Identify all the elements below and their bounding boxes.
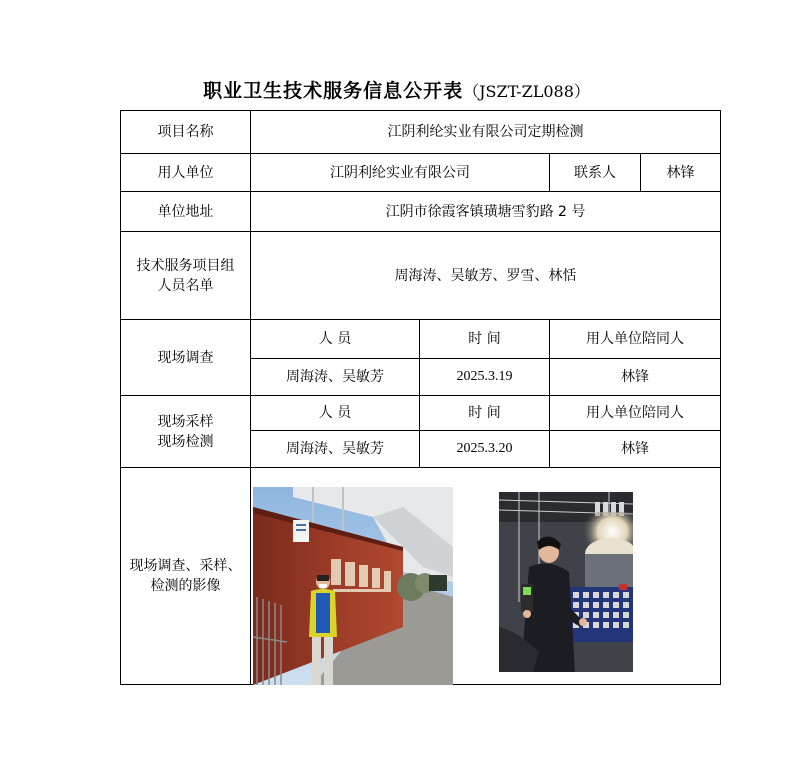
survey-header-personnel: 人 员: [251, 320, 420, 359]
team-label-line1: 技术服务项目组: [136, 257, 235, 274]
survey-label: 现场调查: [121, 320, 251, 396]
sampling-header-companion: 用人单位陪同人: [550, 396, 721, 431]
sampling-header-personnel: 人 员: [251, 396, 420, 431]
team-label: [121, 232, 251, 320]
row-sampling-header: [121, 396, 721, 431]
survey-time: 2025.3.19: [420, 359, 550, 396]
title-main: 职业卫生技术服务信息公开表: [203, 80, 464, 102]
sampling-label: [121, 396, 251, 468]
address-label: 单位地址: [121, 192, 251, 232]
sampling-header-time: 时 间: [420, 396, 550, 431]
sampling-label-line2: 现场检测: [157, 433, 214, 450]
sampling-companion: 林锋: [550, 431, 721, 468]
project-name-label: 项目名称: [121, 111, 251, 154]
survey-personnel: 周海涛、吴敏芳: [251, 359, 420, 396]
row-team: [121, 232, 721, 320]
info-table: [120, 110, 721, 685]
images-label: [121, 468, 251, 685]
images-label-line1: 现场调查、采样、: [129, 558, 242, 574]
row-address: [121, 192, 721, 232]
employer-label: 用人单位: [121, 154, 251, 192]
team-value: 周海涛、吴敏芳、罗雪、林恬: [251, 232, 721, 320]
row-survey-header: [121, 320, 721, 359]
sampling-label-line1: 现场采样: [157, 413, 214, 430]
row-project-name: [121, 111, 721, 154]
site-sampling-photo: [499, 492, 633, 672]
employer-value: 江阴利纶实业有限公司: [251, 154, 550, 192]
images-label-line2: 检测的影像: [150, 578, 221, 594]
sampling-time: 2025.3.20: [420, 431, 550, 468]
title-code: （JSZT-ZL088）: [463, 82, 590, 101]
team-label-line2: 人员名单: [157, 277, 214, 294]
images-cell: [251, 468, 721, 685]
survey-header-time: 时 间: [420, 320, 550, 359]
address-value: 江阴市徐霞客镇璜塘雪豹路 2 号: [251, 192, 721, 232]
contact-value: 林锋: [641, 154, 721, 192]
contact-label: 联系人: [550, 154, 641, 192]
row-images: [121, 468, 721, 685]
row-employer: [121, 154, 721, 192]
survey-header-companion: 用人单位陪同人: [550, 320, 721, 359]
sampling-personnel: 周海涛、吴敏芳: [251, 431, 420, 468]
project-name-value: 江阴利纶实业有限公司定期检测: [251, 111, 721, 154]
page-title: [0, 76, 793, 103]
site-survey-photo: [253, 487, 453, 685]
survey-companion: 林锋: [550, 359, 721, 396]
